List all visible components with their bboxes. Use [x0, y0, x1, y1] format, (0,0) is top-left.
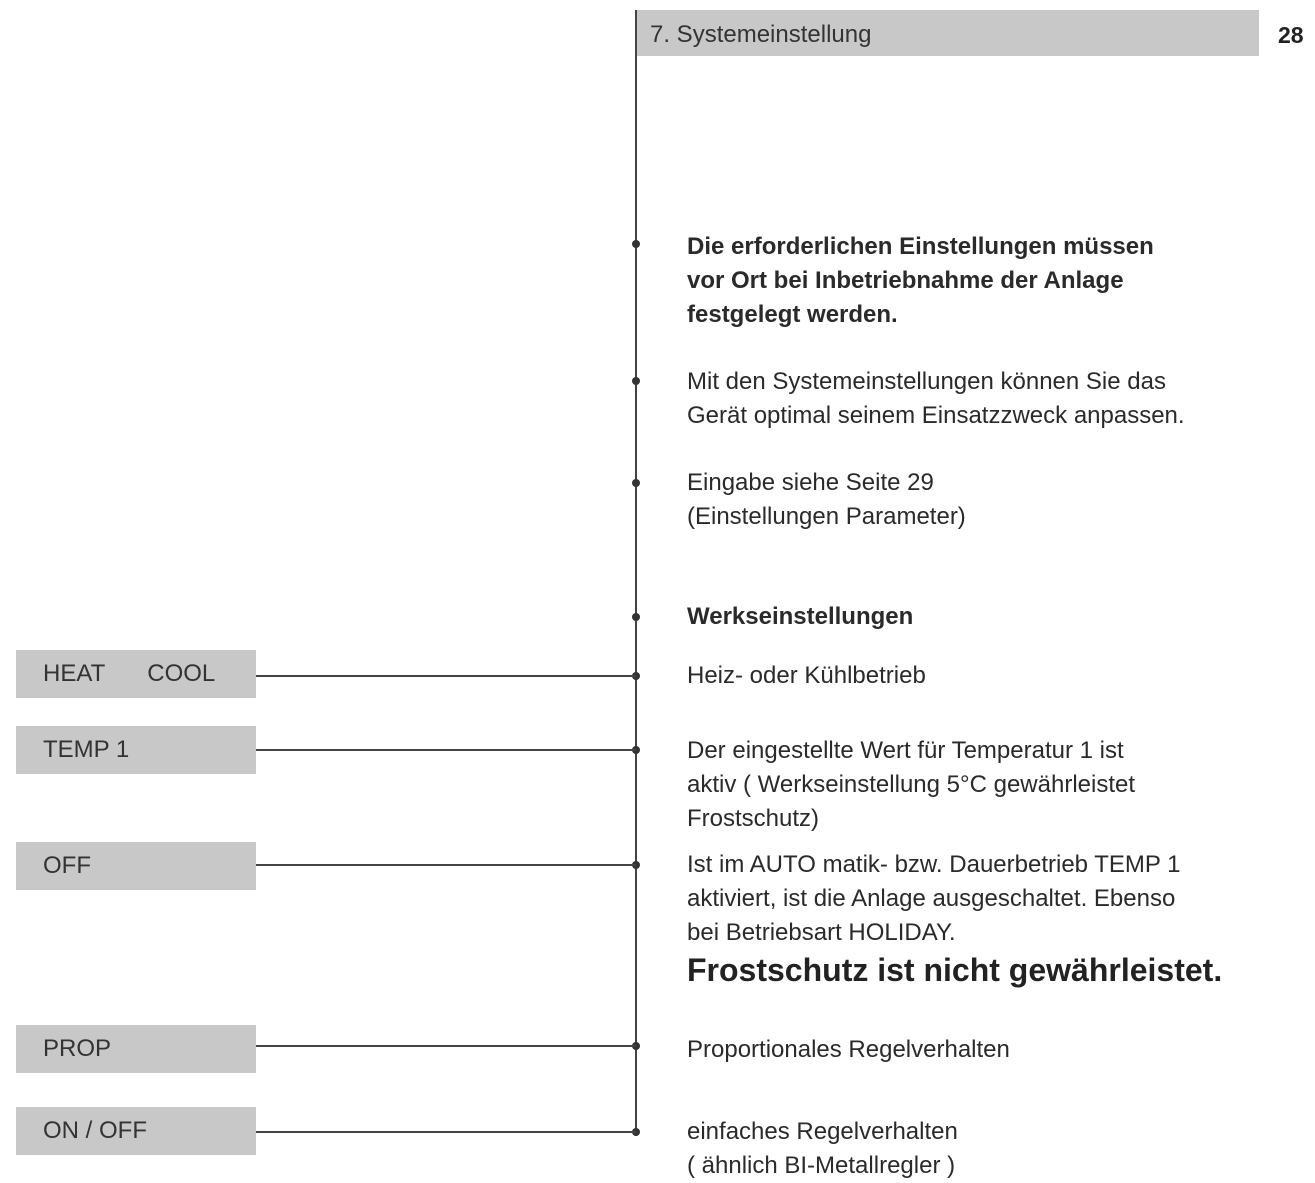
connector-line: [256, 1045, 636, 1047]
setting-label-off: OFF: [16, 842, 256, 890]
vertical-connector-line: [635, 10, 637, 1136]
intro-bold-text: Die erforderlichen Einstellungen müssen vor Ort bei Inbetriebnahme der Anlage festgelegt werden.: [687, 233, 1154, 328]
intro-paragraph-2: Eingabe siehe Seite 29 (Einstellungen Parameter): [687, 469, 966, 530]
setting-description-prop: Proportionales Regelverhalten: [687, 1036, 1010, 1063]
bullet-dot: [632, 613, 640, 621]
connector-line: [256, 675, 636, 677]
section-title: 7. Systemeinstellung: [650, 21, 872, 48]
setting-label-heat-cool: [16, 650, 256, 698]
werkseinstellungen-heading: Werkseinstellungen: [687, 603, 914, 630]
label-heat: HEAT: [43, 660, 106, 687]
connector-line: [256, 749, 636, 751]
setting-description-heat-cool: Heiz- oder Kühlbetrieb: [687, 662, 926, 689]
bullet-dot: [632, 479, 640, 487]
setting-description-off: Ist im AUTO matik- bzw. Dauerbetrieb TEMP 1 aktiviert, ist die Anlage ausgeschaltet. Ebenso bei Betriebsart HOLIDAY.: [687, 851, 1181, 946]
connector-line: [256, 864, 636, 866]
setting-label-temp1: TEMP 1: [16, 726, 256, 774]
section-header-bar: [636, 10, 1259, 56]
setting-label-on-off: ON / OFF: [16, 1107, 256, 1155]
setting-label-prop: PROP: [16, 1025, 256, 1073]
setting-description-temp1: Der eingestellte Wert für Temperatur 1 ist aktiv ( Werkseinstellung 5°C gewährleistet Frostschutz): [687, 737, 1136, 832]
page-number: 28: [1278, 22, 1304, 48]
connector-line: [256, 1131, 636, 1133]
frostschutz-warning: Frostschutz ist nicht gewährleistet.: [687, 952, 1223, 988]
intro-paragraph-1: Mit den Systemeinstellungen können Sie das Gerät optimal seinem Einsatzzweck anpassen.: [687, 368, 1185, 429]
bullet-dot: [632, 377, 640, 385]
label-cool: COOL: [147, 660, 216, 687]
bullet-dot: [632, 240, 640, 248]
setting-description-on-off: einfaches Regelverhalten ( ähnlich BI-Metallregler ): [687, 1118, 958, 1179]
